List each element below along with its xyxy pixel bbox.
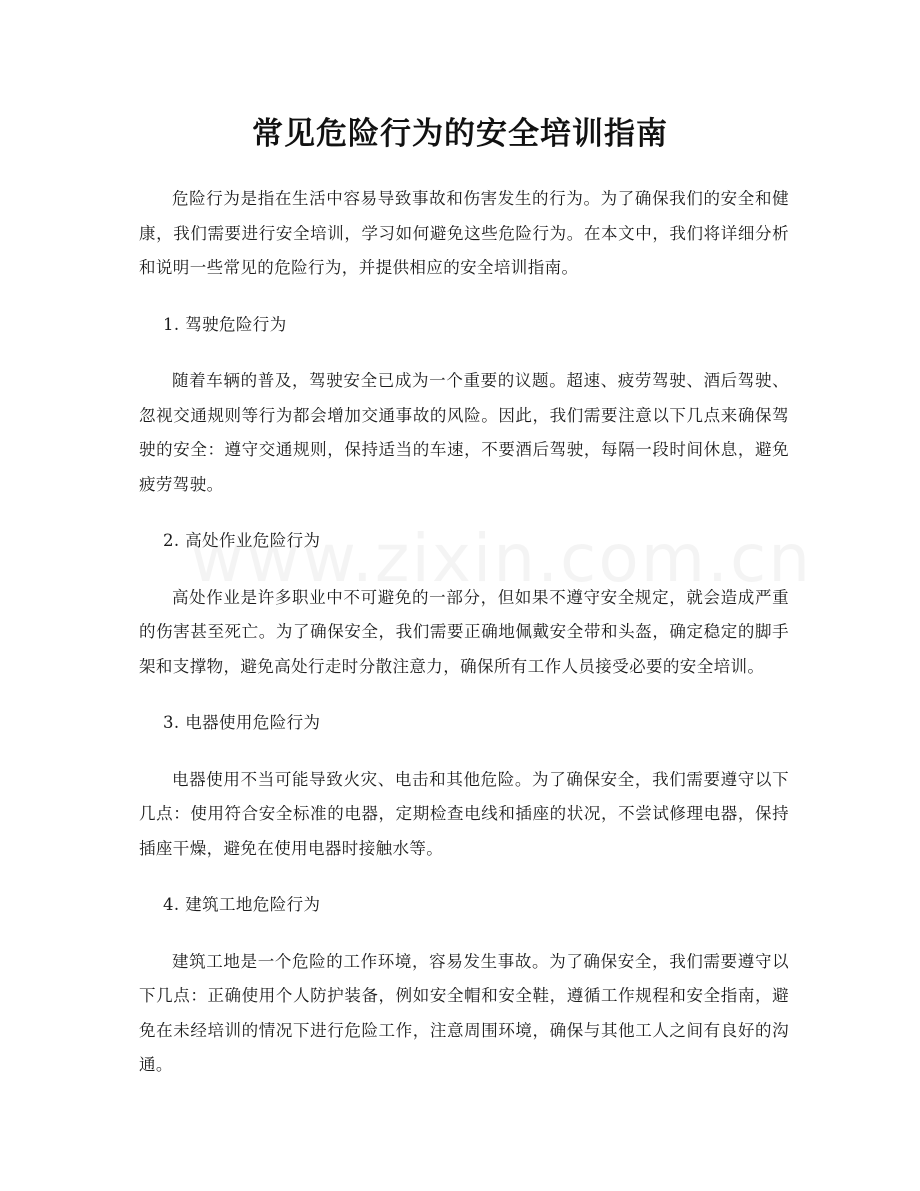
section-body-driving: 随着车辆的普及，驾驶安全已成为一个重要的议题。超速、疲劳驾驶、酒后驾驶、忽视交通规则等行为都会增加交通事故的风险。因此，我们需要注意以下几点来确保驾驶的安全：遵守交通规则，保持适当的车速，不要酒后驾驶，每隔一段时间休息，避免疲劳驾驶。 xyxy=(139,371,789,494)
section-heading-height-work: 2. 高处作业危险行为 xyxy=(163,531,321,550)
document-body xyxy=(139,182,789,1105)
intro-paragraph: 危险行为是指在生活中容易导致事故和伤害发生的行为。为了确保我们的安全和健康，我们需要进行安全培训，学习如何避免这些危险行为。在本文中，我们将详细分析和说明一些常见的危险行为，并提供相应的安全培训指南。 xyxy=(139,189,789,277)
section-heading-construction: 4. 建筑工地危险行为 xyxy=(163,895,321,914)
section-body-electrical: 电器使用不当可能导致火灾、电击和其他危险。为了确保安全，我们需要遵守以下几点：使用符合安全标准的电器，定期检查电线和插座的状况，不尝试修理电器，保持插座干燥，避免在使用电器时接触水等。 xyxy=(139,769,789,858)
section-heading-driving: 1. 驾驶危险行为 xyxy=(163,314,287,334)
section-body-height-work: 高处作业是许多职业中不可避免的一部分，但如果不遵守安全规定，就会造成严重的伤害甚至死亡。为了确保安全，我们需要正确地佩戴安全带和头盔，确定稳定的脚手架和支撑物，避免高处行走时分散注意力，确保所有工作人员接受必要的安全培训。 xyxy=(139,587,789,676)
section-heading-electrical: 3. 电器使用危险行为 xyxy=(163,713,321,732)
section-body-construction: 建筑工地是一个危险的工作环境，容易发生事故。为了确保安全，我们需要遵守以下几点：正确使用个人防护装备，例如安全帽和安全鞋，遵循工作规程和安全指南，避免在未经培训的情况下进行危险工作，注意周围环境，确保与其他工人之间有良好的沟通。 xyxy=(139,951,789,1074)
page-title: 常见危险行为的安全培训指南 xyxy=(252,116,668,152)
